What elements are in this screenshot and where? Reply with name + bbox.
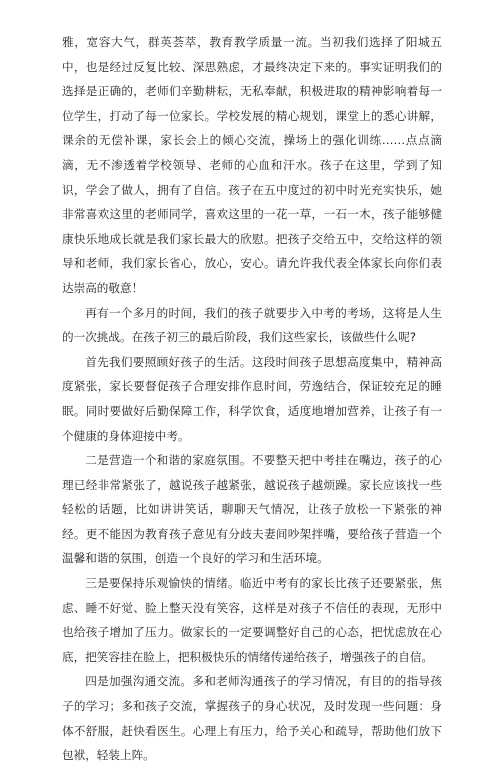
paragraph: 首先我们要照顾好孩子的生活。这段时间孩子思想高度集中，精神高度紧张，家长要督促孩子合理安排作息时间，劳逸结合，保证较充足的睡眠。同时要做好后勤保障工作，科学饮食，适度地增加营养，让孩子有一个健康的身体迎接中考。 [62, 354, 442, 443]
document-body [62, 30, 442, 768]
paragraph: 雅，宽容大气，群英荟萃，教育教学质量一流。当初我们选择了阳城五中，也是经过反复比较、深思熟虑，才最终决定下来的。事实证明我们的选择是正确的，老师们辛勤耕耘，无私奉献，积极进取的精神影响着每一位学生，打动了每一位家长。学校发展的精心规划，课堂上的悉心讲解，课余的无偿补课，家长会上的倾心交流，操场上的强化训练……点点滴滴，无不渗透着学校领导、老师的心血和汗水。孩子在这里，学到了知识，学会了做人，拥有了自信。孩子在五中度过的初中时光充实快乐，她非常喜欢这里的老师同学，喜欢这里的一花一草，一石一木，孩子能够健康快乐地成长就是我们家长最大的欣慰。把孩子交给五中，交给这样的领导和老师，我们家长省心，放心，安心。请允许我代表全体家长向你们表达崇高的敬意！ [62, 35, 442, 295]
paragraph: 再有一个多月的时间，我们的孩子就要步入中考的考场，这将是人生的一次挑战。在孩子初三的最后阶段，我们这些家长，该做些什么呢? [62, 305, 442, 345]
paragraph: 三是要保持乐观愉快的情绪。临近中考有的家长比孩子还要紧张，焦虑、睡不好觉、脸上整天没有笑容，这样是对孩子不信任的表现，无形中也给孩子增加了压力。做家长的一定要调整好自己的心态，把忧虑放在心底，把笑容挂在脸上，把积极快乐的情绪传递给孩子，增强孩子的自信。 [62, 576, 442, 664]
paragraph: 四是加强沟通交流。多和老师沟通孩子的学习情况，有目的的指导孩子的学习；多和孩子交流，掌握孩子的身心状况，及时发现一些问题：身体不舒服，赶快看医生。心理上有压力，给予关心和疏导，帮助他们放下包袱，轻装上阵。 [62, 674, 442, 763]
paragraph: 二是营造一个和谐的家庭氛围。不要整天把中考挂在嘴边，孩子的心理已经非常紧张了，越说孩子越紧张，越说孩子越烦躁。家长应该找一些轻松的话题，比如讲讲笑话，聊聊天气情况，让孩子放松一下紧张的神经。更不能因为教育孩子意见有分歧夫妻间吵架拌嘴，要给孩子营造一个温馨和谐的氛围，创造一个良好的学习和生活环境。 [62, 453, 442, 566]
